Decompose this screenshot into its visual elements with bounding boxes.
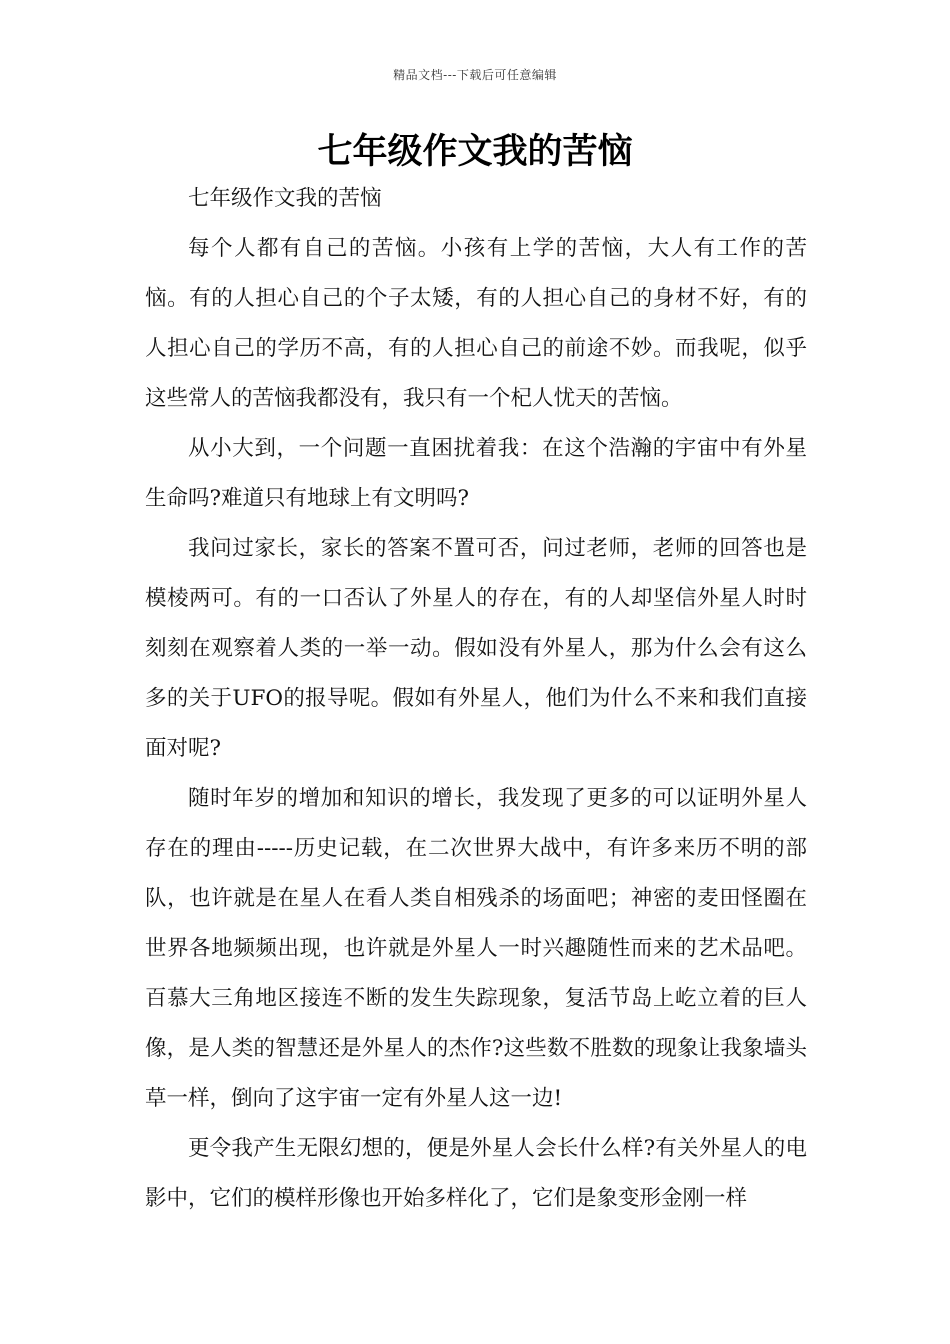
header-note: 精品文档---下载后可任意编辑 <box>393 68 557 82</box>
document-body <box>145 174 807 1224</box>
document-title: 七年级作文我的苦恼 <box>317 131 633 172</box>
paragraph: 从小大到，一个问题一直困扰着我：在这个浩瀚的宇宙中有外星生命吗?难道只有地球上有文明吗? <box>145 436 807 511</box>
paragraph: 七年级作文我的苦恼 <box>188 186 382 211</box>
paragraph: 每个人都有自己的苦恼。小孩有上学的苦恼，大人有工作的苦恼。有的人担心自己的个子太矮，有的人担心自己的身材不好，有的人担心自己的学历不高，有的人担心自己的前途不妙。而我呢，似乎这些常人的苦恼我都没有，我只有一个杞人忧天的苦恼。 <box>145 236 807 411</box>
paragraph: 更令我产生无限幻想的，便是外星人会长什么样?有关外星人的电影中，它们的模样形像也开始多样化了，它们是象变形金刚一样 <box>145 1136 807 1211</box>
paragraph: 我问过家长，家长的答案不置可否，问过老师，老师的回答也是模棱两可。有的一口否认了外星人的存在，有的人却坚信外星人时时刻刻在观察着人类的一举一动。假如没有外星人，那为什么会有这么多的关于UFO的报导呢。假如有外星人，他们为什么不来和我们直接面对呢? <box>145 536 807 761</box>
paragraph: 随时年岁的增加和知识的增长，我发现了更多的可以证明外星人存在的理由-----历史记载，在二次世界大战中，有许多来历不明的部队，也许就是在星人在看人类自相残杀的场面吧；神密的麦田怪圈在世界各地频频出现，也许就是外星人一时兴趣随性而来的艺术品吧。百慕大三角地区接连不断的发生失踪现象，复活节岛上屹立着的巨人像，是人类的智慧还是外星人的杰作?这些数不胜数的现象让我象墙头草一样，倒向了这宇宙一定有外星人这一边! <box>145 786 807 1111</box>
